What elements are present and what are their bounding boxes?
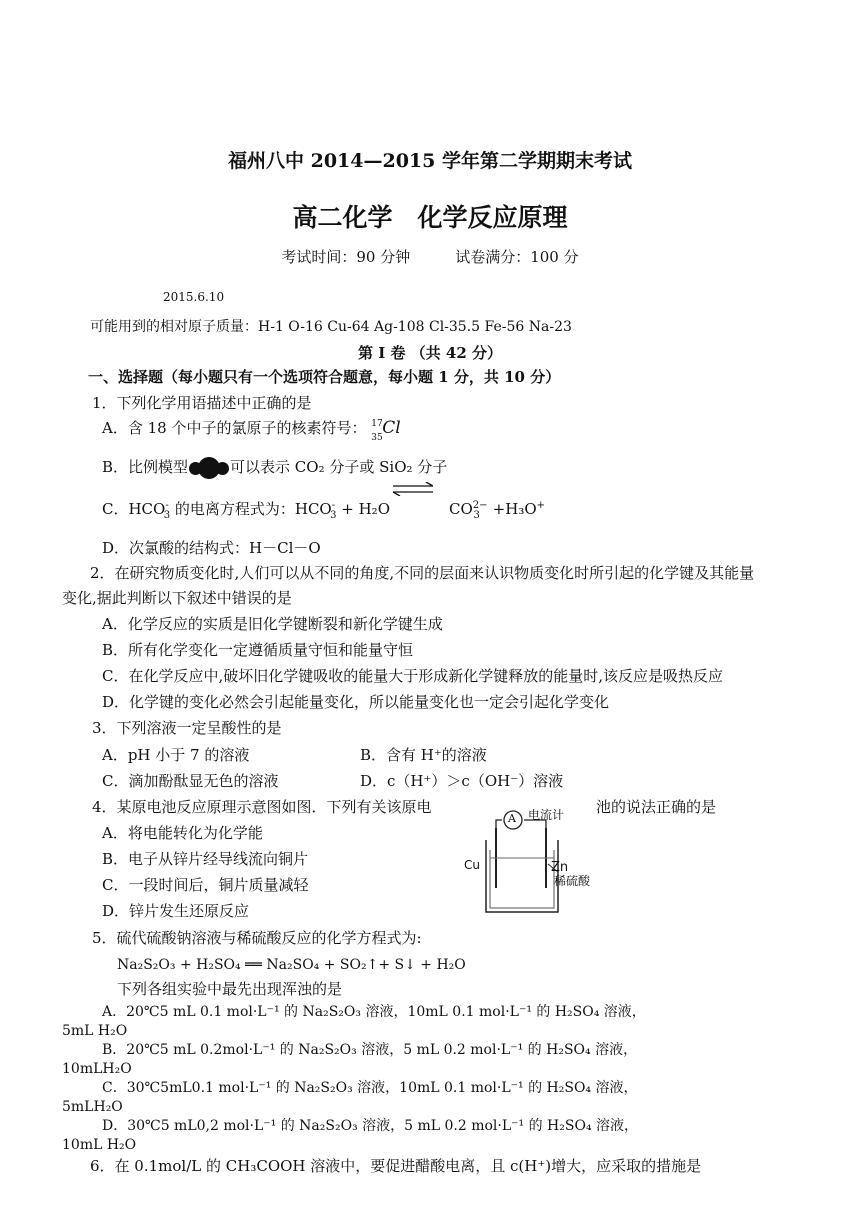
q5-option-c-line1: C．30℃5mL0.1 mol·L⁻¹ 的 Na₂S₂O₃ 溶液，10mL 0.1 mol·L⁻¹ 的 H₂SO₄ 溶液， [102,1080,638,1096]
exam-title: 福州八中 2014—2015 学年第二学期期末考试 [228,150,632,172]
q2-stem-line1: 2．在研究物质变化时,人们可以从不同的角度,不同的层面来认识物质变化时所引起的化学键及其能量 [90,564,755,582]
q1-stem: 1．下列化学用语描述中正确的是 [92,394,312,412]
q1-b-prefix: B．比例模型 [102,458,189,476]
q4-option-d: D．锌片发生还原反应 [102,902,250,920]
q5-option-c-line2: 5mLH₂O [62,1099,123,1115]
electrolyte-label: 稀硫酸 [554,874,591,888]
q1-option-c-right: $CO^{2-}_3 +H_3O^+$ [449,500,546,521]
q5-option-a-line1: A．20℃5 mL 0.1 mol·L⁻¹ 的 Na₂S₂O₃ 溶液，10mL 0.1 mol·L⁻¹ 的 H₂SO₄ 溶液， [102,1004,646,1020]
q3-option-d: D．c（H⁺）＞c（OH⁻）溶液 [360,772,564,790]
q4-option-a: A．将电能转化为化学能 [102,824,263,842]
q2-option-c: C．在化学反应中,破坏旧化学键吸收的能量大于形成新化学键释放的能量时,该反应是吸热反应 [102,667,724,685]
q5-stem: 5．硫代硫酸钠溶液与稀硫酸反应的化学方程式为: [92,929,422,947]
q1-c-water: + H₂O [336,500,390,518]
q2-option-a: A．化学反应的实质是旧化学键断裂和新化学键生成 [102,615,443,633]
exam-info: 考试时间：90 分钟 试卷满分：100 分 [281,248,579,266]
cu-electrode-label: Cu [464,858,480,872]
q5-question: 下列各组实验中最先出现浑浊的是 [117,980,343,998]
q5-option-a-line2: 5mL H₂O [62,1023,128,1039]
exam-date: 2015.6.10 [163,290,225,304]
q1-c-co3: CO [449,500,473,518]
part-title: 第 Ⅰ 卷 （共 42 分） [357,344,502,362]
q2-option-b: B．所有化学变化一定遵循质量守恒和能量守恒 [102,641,414,659]
q1-a-text: A．含 18 个中子的氯原子的核素符号： [102,419,367,437]
q1-c-hco3: C．HCO [102,500,166,518]
ammeter-label: 电流计 [528,808,565,822]
q1-c-h3o: +H₃O [487,500,537,518]
q1-option-b [102,457,447,479]
galvanic-cell-diagram [462,800,602,920]
q5-option-b-line2: 10mLH₂O [62,1061,132,1077]
equilibrium-arrow-icon [393,481,433,495]
q1-c-text: 的电离方程式为：HCO [170,500,332,518]
q1-a-mass-number: 17 [371,419,383,429]
q2-stem-line2: 变化,据此判断以下叙述中错误的是 [62,589,292,607]
q4-stem-left: 4．某原电池反应原理示意图如图．下列有关该原电 [92,798,432,816]
q3-stem: 3．下列溶液一定呈酸性的是 [92,719,282,737]
q2-option-d: D．化学键的变化必然会引起能量变化，所以能量变化也一定会引起化学变化 [102,693,610,711]
q1-a-atomic-number: 35 [371,433,383,443]
zn-electrode-label: Zn [551,860,569,875]
q5-option-d-line1: D．30℃5 mL0,2 mol·L⁻¹ 的 Na₂S₂O₃ 溶液，5 mL 0.2 mol·L⁻¹ 的 H₂SO₄ 溶液， [102,1118,639,1134]
q5-option-b-line1: B．20℃5 mL 0.2mol·L⁻¹ 的 Na₂S₂O₃ 溶液，5 mL 0.2 mol·L⁻¹ 的 H₂SO₄ 溶液， [102,1042,638,1058]
q4-stem-right: 池的说法正确的是 [596,798,717,816]
section-title: 一、选择题（每小题只有一个选项符合题意，每小题 1 分，共 10 分） [88,368,561,386]
q1-b-suffix: 可以表示 CO₂ 分子或 SiO₂ 分子 [230,458,448,476]
q3-option-c: C．滴加酚酞显无色的溶液 [102,772,279,790]
exam-subtitle: 高二化学 化学反应原理 [292,203,568,232]
q5-equation: Na₂S₂O₃ + H₂SO₄ ══ Na₂SO₄ + SO₂↑+ S↓ + H₂O [117,957,466,973]
q4-option-c: C．一段时间后，铜片质量减轻 [102,876,309,894]
q3-option-b: B．含有 H⁺的溶液 [360,746,487,764]
q6-stem: 6．在 0.1mol/L 的 CH₃COOH 溶液中，要促进醋酸电离，且 c(H⁺)增大，应采取的措施是 [90,1157,702,1175]
q4-option-b: B．电子从锌片经导线流向铜片 [102,850,309,868]
atomic-masses: 可能用到的相对原子质量：H-1 O-16 Cu-64 Ag-108 Cl-35.5 Fe-56 Na-23 [90,319,572,335]
q1-option-a [102,418,411,443]
q3-option-a: A．pH 小于 7 的溶液 [102,746,250,764]
space-filling-model-icon [189,457,229,479]
q1-a-symbol: Cl [382,418,401,438]
q5-option-d-line2: 10mL H₂O [62,1137,137,1153]
q1-option-d: D．次氯酸的结构式：H－Cl－O [102,539,321,557]
ammeter-symbol: A [508,812,516,825]
q1-option-c: C．$HCO^-_3$ 的电离方程式为：$HCO^-_3 + H_2O$ [102,500,390,521]
